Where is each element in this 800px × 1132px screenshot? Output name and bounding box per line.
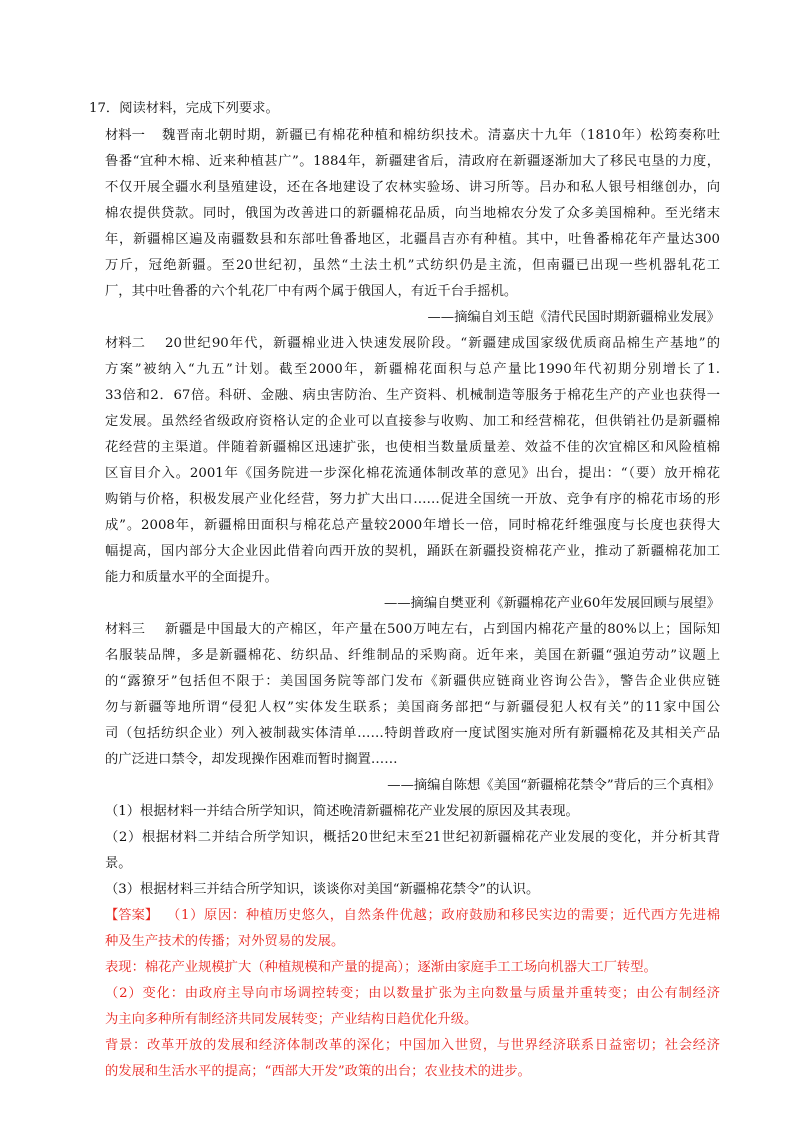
material-1-line: 棉农提供贷款。同时，俄国为改善进口的新疆棉花品质，向当地棉农分发了众多美国棉种。至光绪末 xyxy=(105,206,720,221)
question-2: （2）根据材料二并结合所学知识，概括20世纪末至21世纪初新疆棉花产业发展的变化，并分析其背 xyxy=(105,830,720,845)
material-3-line: 名服装品牌，多是新疆棉花、纺织品、纤维制品的采购商。近年来，美国在新疆“强迫劳动”议题上 xyxy=(105,648,720,663)
question-header: 17．阅读材料，完成下列要求。 xyxy=(89,101,279,116)
material-1-line: 厂，其中吐鲁番的六个轧花厂中有两个属于俄国人，有近千台手摇机。 xyxy=(105,284,518,299)
material-2-line: 幅提高，国内部分大企业因此借着向西开放的契机，踊跃在新疆投资棉花产业，推动了新疆棉花加工 xyxy=(105,544,720,559)
answer-line: 表现：棉花产业规模扩大（种植规模和产量的提高）；逐渐由家庭手工工场向机器大工厂转型。 xyxy=(105,960,657,975)
material-3-source: ——摘编自陈想《美国“新疆棉花禁令”背后的三个真相》 xyxy=(387,778,720,793)
answer-line: 为主向多种所有制经济共同发展转变；产业结构日趋优化升级。 xyxy=(105,1012,478,1027)
answer-line: （1）原因：种植历史悠久，自然条件优越；政府鼓励和移民实边的需要；近代西方先进棉 xyxy=(167,908,720,923)
material-1-label: 材料一 xyxy=(105,128,145,143)
material-2-line: 购销与价格，积极发展产业化经营，努力扩大出口……促进全国统一开放、竞争有序的棉花市场的形 xyxy=(105,492,720,507)
material-2-line: 能力和质量水平的全面提升。 xyxy=(105,570,278,585)
material-2-label: 材料二 xyxy=(105,336,145,351)
material-3-line: 的广泛进口禁令，却发现操作困难而暂时搁置…… xyxy=(105,752,398,767)
answer-tag: 【答案】 xyxy=(105,908,159,923)
material-2-line: 方案”被纳入“九五”计划。截至2000年，新疆棉花面积与总产量比1990年代初期分别增长了1. xyxy=(105,362,720,377)
material-3-line: 勿与新疆等地所谓“侵犯人权”实体发生联系；美国商务部把“与新疆侵犯人权有关”的11家中国公 xyxy=(105,700,720,715)
answer-line: 背景：改革开放的发展和经济体制改革的深化；中国加入世贸，与世界经济联系日益密切；社会经济 xyxy=(105,1038,720,1053)
material-2-source: ——摘编自樊亚利《新疆棉花产业60年发展回顾与展望》 xyxy=(383,596,720,611)
material-3-line: 新疆是中国最大的产棉区，年产量在500万吨左右，占到国内棉花产量的80%以上；国际知 xyxy=(165,622,720,637)
answer-line: 种及生产技术的传播；对外贸易的发展。 xyxy=(105,934,345,949)
question-1: （1）根据材料一并结合所学知识，简述晚清新疆棉花产业发展的原因及其表现。 xyxy=(105,804,579,819)
material-1-line: 年，新疆棉区遍及南疆数县和东部吐鲁番地区，北疆昌吉亦有种植。其中，吐鲁番棉花年产量达300 xyxy=(105,232,720,247)
question-2-continued: 景。 xyxy=(105,856,132,871)
material-1-line: 万斤，冠绝新疆。至20世纪初，虽然“土法土机”式纺织仍是主流，但南疆已出现一些机器轧花工 xyxy=(105,258,720,273)
material-1-line: 不仅开展全疆水利垦殖建设，还在各地建设了农林实验场、讲习所等。吕办和私人银号相继创办，向 xyxy=(105,180,720,195)
material-1-line: 鲁番“宜种木棉、近来种植甚广”。1884年，新疆建省后，清政府在新疆逐渐加大了移民屯垦的力度， xyxy=(105,154,720,169)
material-2-line: 33倍和2．67倍。科研、金融、病虫害防治、生产资料、机械制造等服务于棉花生产的产业也获得一 xyxy=(105,388,720,403)
question-3: （3）根据材料三并结合所学知识，谈谈你对美国“新疆棉花禁令”的认识。 xyxy=(105,882,540,897)
material-3-label: 材料三 xyxy=(105,622,145,637)
material-2-line: 花经营的主渠道。伴随着新疆棉区迅速扩张，也使相当数量质量差、效益不佳的次宜棉区和风险植棉 xyxy=(105,440,720,455)
material-1-source: ——摘编自刘玉皑《清代民国时期新疆棉业发展》 xyxy=(427,310,720,325)
material-2-line: 区盲目介入。2001年《国务院进一步深化棉花流通体制改革的意见》出台，提出：“（要）放开棉花 xyxy=(105,466,720,481)
material-2-line: 定发展。虽然经省级政府资格认定的企业可以直接参与收购、加工和经营棉花，但供销社仍是新疆棉 xyxy=(105,414,720,429)
material-3-line: 的“露獠牙”包括但不限于：美国国务院等部门发布《新疆供应链商业咨询公告》，警告企业供应链 xyxy=(105,674,720,689)
answer-line: （2）变化：由政府主导向市场调控转变；由以数量扩张为主向数量与质量并重转变；由公有制经济 xyxy=(105,986,720,1001)
material-2-line: 成”。2008年，新疆棉田面积与棉花总产量较2000年增长一倍，同时棉花纤维强度与长度也获得大 xyxy=(105,518,720,533)
answer-line: 的发展和生活水平的提高；“西部大开发”政策的出台；农业技术的进步。 xyxy=(105,1064,531,1079)
material-2-line: 20世纪90年代，新疆棉业进入快速发展阶段。“新疆建成国家级优质商品棉生产基地”的 xyxy=(165,336,720,351)
material-1-line: 魏晋南北朝时期，新疆已有棉花种植和棉纺织技术。清嘉庆十九年（1810年）松筠奏称吐 xyxy=(162,128,720,143)
material-3-line: 司（包括纺织企业）列入被制裁实体清单……特朗普政府一度试图实施对所有新疆棉花及其相关产品 xyxy=(105,726,720,741)
